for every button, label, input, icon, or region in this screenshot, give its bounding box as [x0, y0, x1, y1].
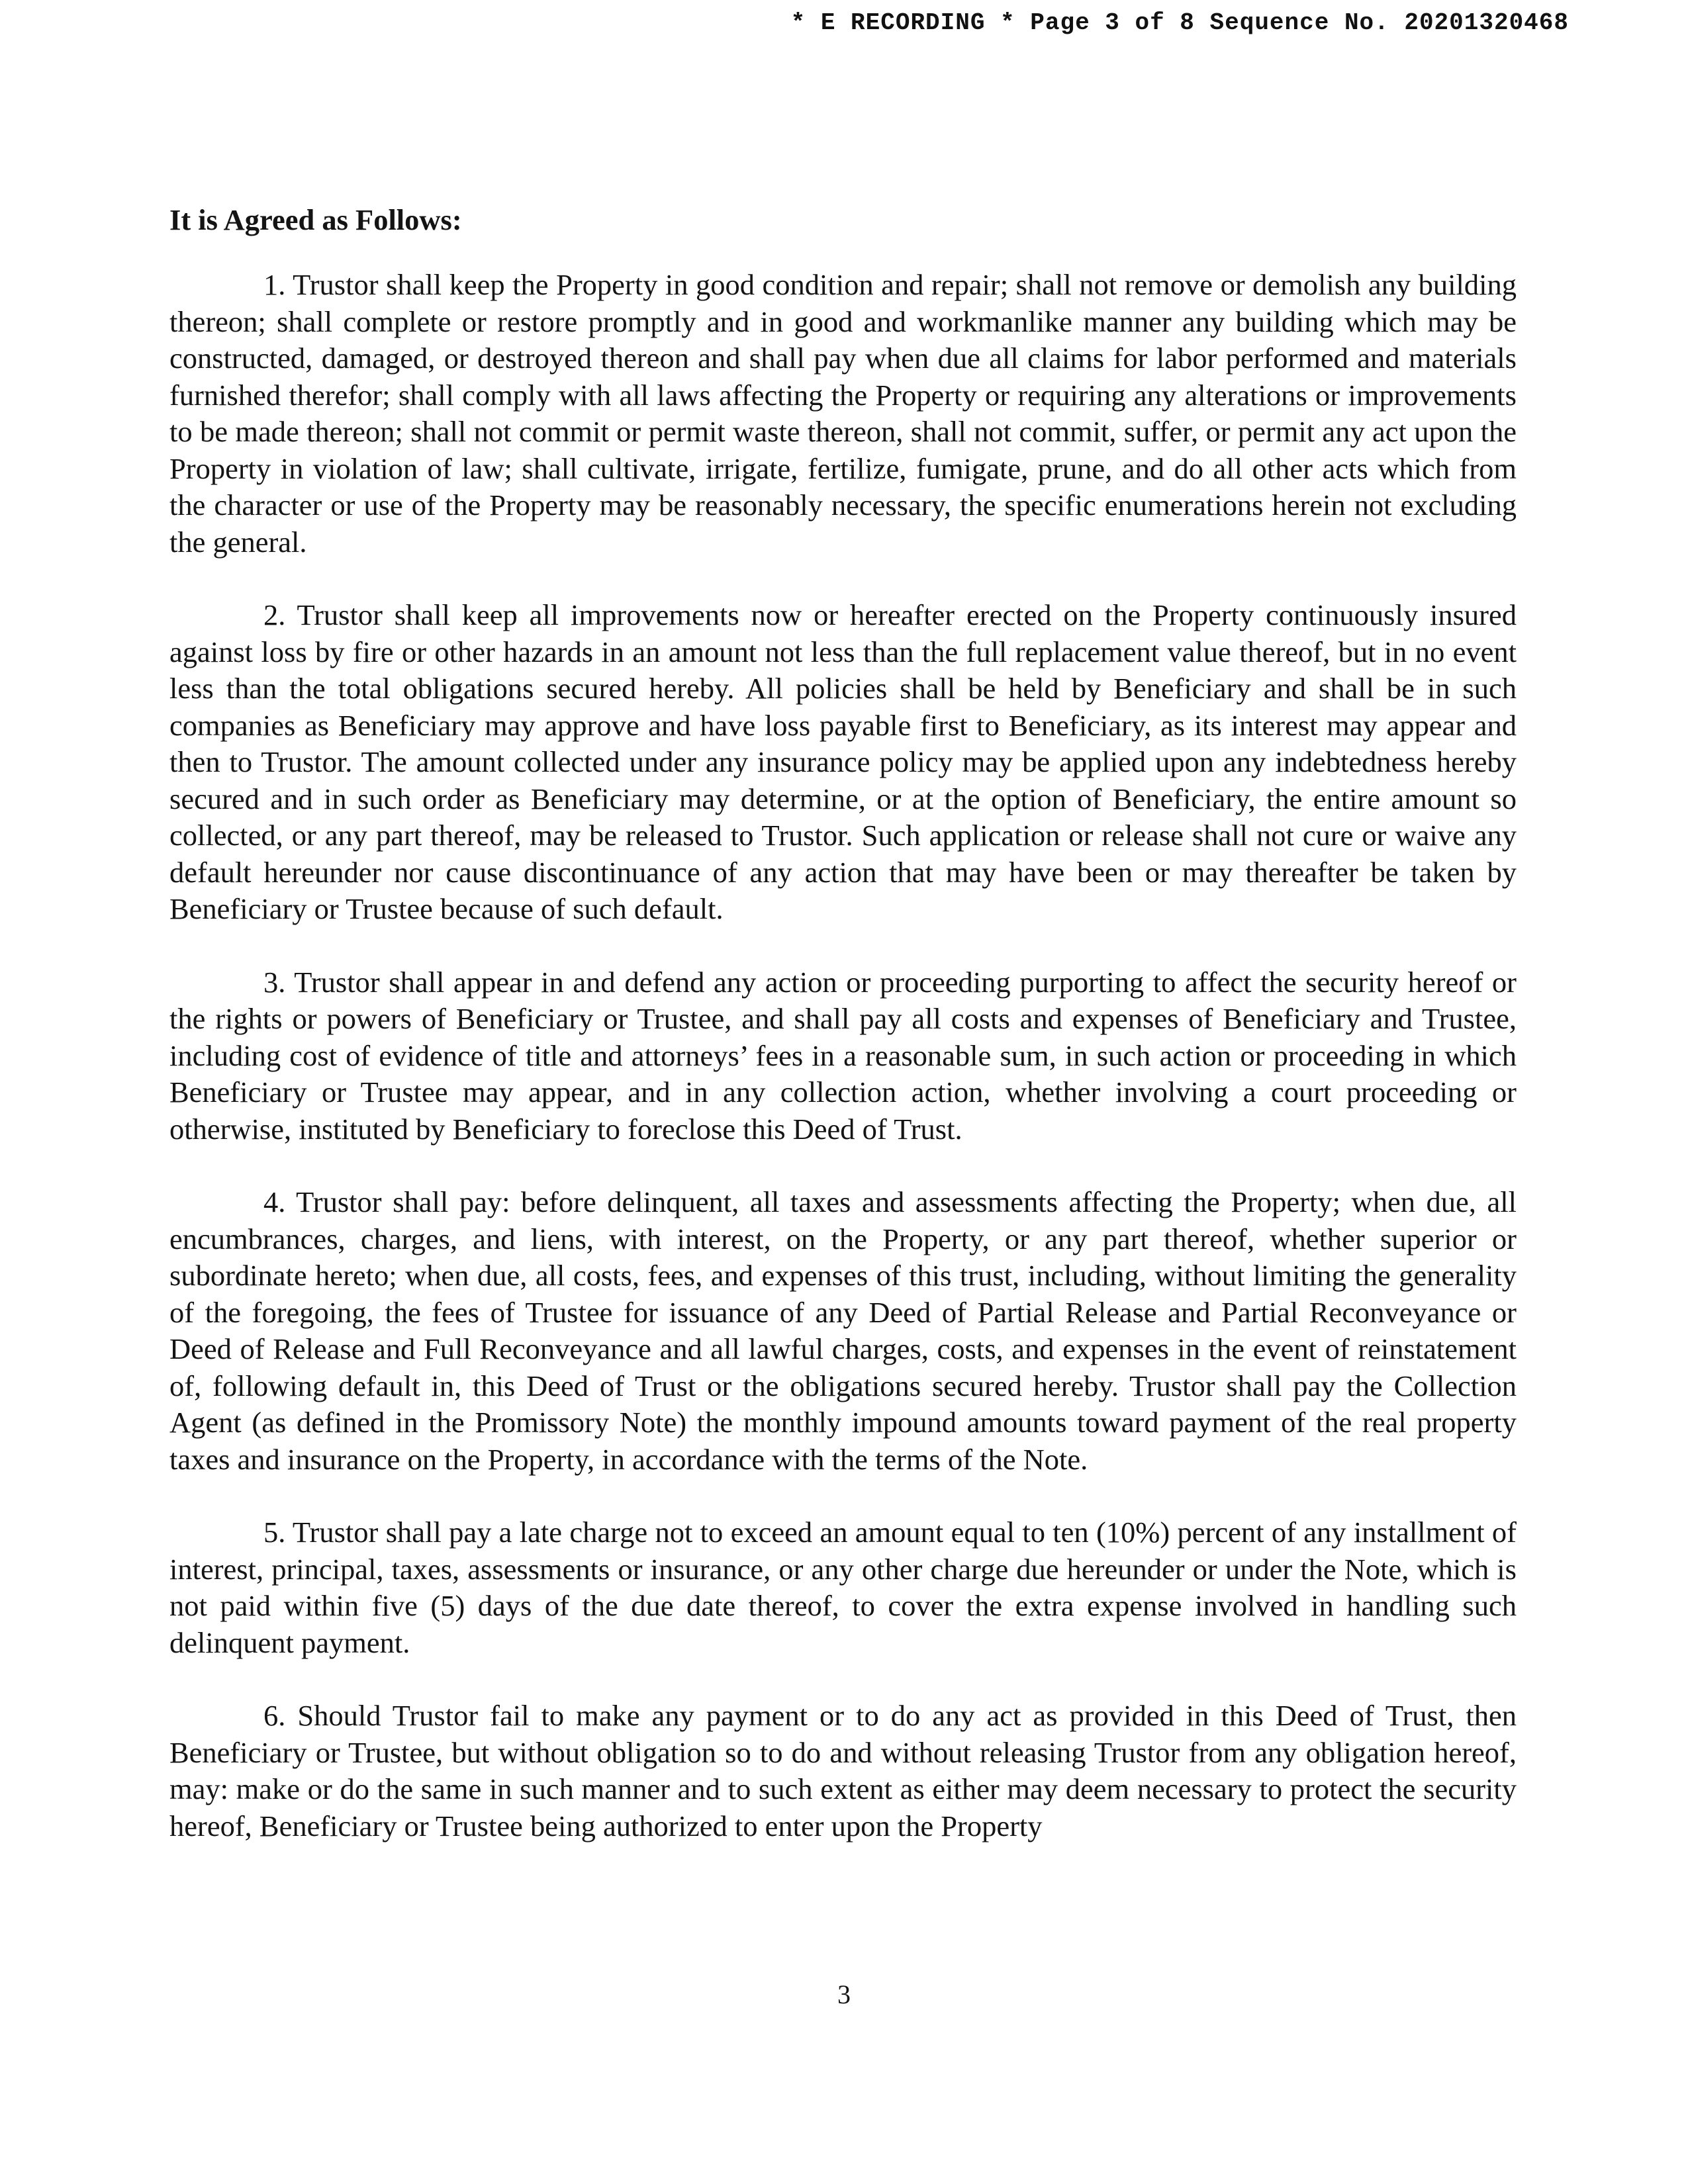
paragraph-2: 2. Trustor shall keep all improvements now or hereafter erected on the Property continuously insured against loss by fire or other hazards in an amount not less than the full replacement value thereof, but in no event less than the total obligations secured hereby. All policies shall be held by Beneficiary and shall be in such companies as Beneficiary may approve and have loss payable first to Beneficiary, as its interest may appear and then to Trustor. The amount collected under any insurance policy may be applied upon any indebtedness hereby secured and in such order as Beneficiary may determine, or at the option of Beneficiary, the entire amount so collected, or any part thereof, may be released to Trustor. Such application or release shall not cure or waive any default hereunder nor cause discontinuance of any action that may have been or may thereafter be taken by Beneficiary or Trustee because of such default. [169, 598, 1517, 925]
paragraph-5: 5. Trustor shall pay a late charge not to exceed an amount equal to ten (10%) percent of any installment of interest, principal, taxes, assessments or insurance, or any other charge due hereunder or under the Note, which is not paid within five (5) days of the due date thereof, to cover the extra expense involved in handling such delinquent payment. [169, 1516, 1517, 1659]
recording-header: * E RECORDING * Page 3 of 8 Sequence No. 20201320468 [790, 9, 1569, 36]
section-heading: It is Agreed as Follows: [169, 203, 462, 236]
paragraph-6: 6. Should Trustor fail to make any payment or to do any act as provided in this Deed of Trust, then Beneficiary or Trustee, but without obligation so to do and without releasing Trustor from any obligation hereof, may: make or do the same in such manner and to such extent as either may deem necessary to protect the security hereof, Beneficiary or Trustee being authorized to enter upon the Property [169, 1699, 1517, 1843]
page-number: 3 [837, 1979, 851, 2009]
paragraph-4: 4. Trustor shall pay: before delinquent, all taxes and assessments affecting the Property; when due, all encumbrances, charges, and liens, with interest, on the Property, or any part thereof, whether superior or subordinate hereto; when due, all costs, fees, and expenses of this trust, including, without limiting the generality of the foregoing, the fees of Trustee for issuance of any Deed of Partial Release and Partial Reconveyance or Deed of Release and Full Reconveyance and all lawful charges, costs, and expenses in the event of reinstatement of, following default in, this Deed of Trust or the obligations secured hereby. Trustor shall pay the Collection Agent (as defined in the Promissory Note) the monthly impound amounts toward payment of the real property taxes and insurance on the Property, in accordance with the terms of the Note. [169, 1185, 1517, 1476]
paragraph-1: 1. Trustor shall keep the Property in good condition and repair; shall not remove or demolish any building thereon; shall complete or restore promptly and in good and workmanlike manner any building which may be constructed, damaged, or destroyed thereon and shall pay when due all claims for labor performed and materials furnished therefor; shall comply with all laws affecting the Property or requiring any alterations or improvements to be made thereon; shall not commit or permit waste thereon, shall not commit, suffer, or permit any act upon the Property in violation of law; shall cultivate, irrigate, fertilize, fumigate, prune, and do all other acts which from the character or use of the Property may be reasonably necessary, the specific enumerations herein not excluding the general. [169, 268, 1517, 559]
paragraph-3: 3. Trustor shall appear in and defend any action or proceeding purporting to affect the security hereof or the rights or powers of Beneficiary or Trustee, and shall pay all costs and expenses of Beneficiary and Trustee, including cost of evidence of title and attorneys’ fees in a reasonable sum, in such action or proceeding in which Beneficiary or Trustee may appear, and in any collection action, whether involving a court proceeding or otherwise, instituted by Beneficiary to foreclose this Deed of Trust. [169, 965, 1517, 1146]
document-body [169, 202, 1517, 1844]
